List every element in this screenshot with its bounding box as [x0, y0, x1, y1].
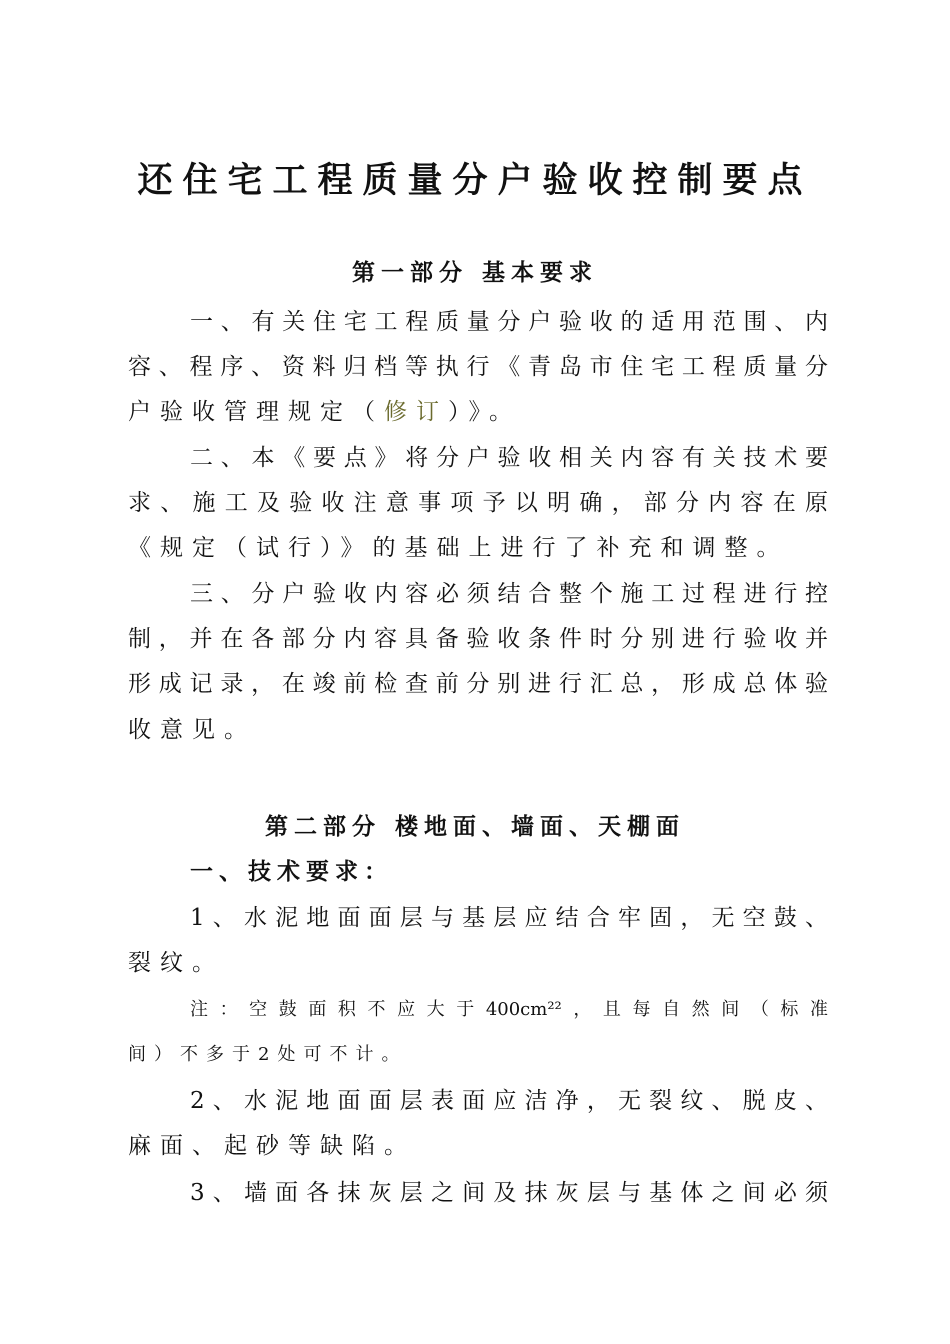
part1-p3-line3: 形成记录，在竣前检查前分别进行汇总，形成总体验 — [128, 671, 828, 697]
part1-p1-line2: 容、程序、资料归档等执行《青岛市住宅工程质量分 — [128, 354, 828, 380]
part1-p2-line2: 求、施工及验收注意事项予以明确，部分内容在原 — [128, 490, 828, 516]
part2-item2-line1: 2、水泥地面面层表面应洁净，无裂纹、脱皮、 — [190, 1088, 828, 1114]
part2-item2-line2: 麻面、起砂等缺陷。 — [128, 1133, 416, 1159]
part1-p2-line3: 《规定（试行）》的基础上进行了补充和调整。 — [128, 535, 789, 561]
part1-heading-number: 第一部分 — [352, 260, 468, 286]
part2-item1-line2: 裂纹。 — [128, 950, 224, 976]
part2-item3-line1: 3、墙面各抹灰层之间及抹灰层与基体之间必须 — [190, 1180, 828, 1206]
part1-p1-line3-c: ）》。 — [448, 399, 521, 425]
part2-heading — [0, 810, 950, 844]
part1-heading-text: 基本要求 — [482, 260, 598, 286]
document-title: 还住宅工程质量分户验收控制要点 — [137, 161, 813, 201]
part2-note-line2: 间）不多于2处可不计。 — [128, 1044, 408, 1065]
part1-p3-line2: 制，并在各部分内容具备验收条件时分别进行验收并 — [128, 626, 828, 652]
part1-p2-line1: 二、本《要点》将分户验收相关内容有关技术要 — [190, 445, 828, 471]
part1-p3-line4: 收意见。 — [128, 717, 256, 743]
revision-note: 修订 — [384, 399, 448, 425]
part1-heading — [0, 256, 950, 290]
part1-p1-line3 — [128, 395, 828, 429]
part2-heading-number: 第二部分 — [265, 814, 381, 840]
part2-note-line1: 注：空鼓面积不应大于400cm²²，且每自然间（标准 — [190, 999, 828, 1020]
part2-heading-text: 楼地面、墙面、天棚面 — [395, 814, 685, 840]
part1-p1-line3-a: 户验收管理规定（ — [128, 399, 384, 425]
part2-subheading-technical-requirements: 一、技术要求： — [190, 859, 393, 885]
part1-p3-line1: 三、分户验收内容必须结合整个施工过程进行控 — [190, 581, 828, 607]
part1-p1-line1: 一、有关住宅工程质量分户验收的适用范围、内 — [190, 309, 828, 335]
part2-item1-line1: 1、水泥地面面层与基层应结合牢固，无空鼓、 — [190, 905, 828, 931]
